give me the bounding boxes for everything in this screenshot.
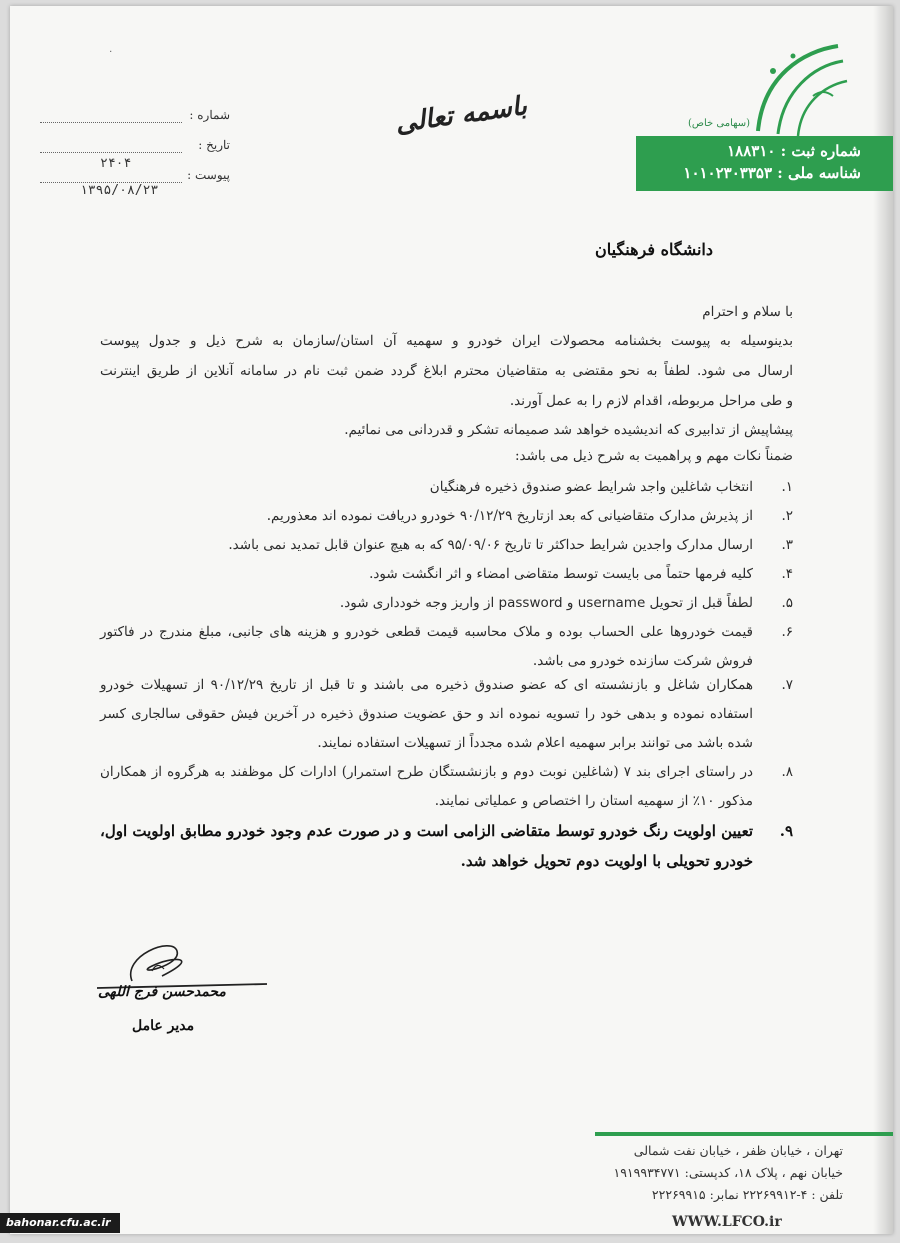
list-item: ۷. همکاران شاغل و بازنشسته ای که عضو صندوق ذخیره می باشند و تا قبل از تاریخ ۹۰/۱۲/۲۹ از تسهیلات خودرو استفاده نموده و بدهی خود را تسویه نموده اند و حق عضویت صندوق ذخیره در آخرین فیش حقوقی سالجاری کسر شده باشد می توانند برابر سهمیه اعلام شده مجدداً از تسهیلات استفاده نمایند.: [100, 677, 793, 751]
intro-line-3: و طی مراحل مربوطه، اقدام لازم را به عمل آورند.: [509, 393, 793, 409]
footer-website: WWW.LFCO.ir: [672, 1214, 782, 1230]
list-item: ۸. در راستای اجرای بند ۷ (شاغلین نوبت دوم و بازنشستگان طرح استمرار) ادارات کل موظفند به هرگروه از همکاران مذکور ۱۰٪ از سهمیه استان را اختصاص و عملیاتی نمایند.: [100, 764, 793, 809]
footer-address-1: تهران ، خیابان ظفر ، خیابان نفت شمالی: [633, 1143, 843, 1158]
list-item: ۳. ارسال مدارک واجدین شرایط حداکثر تا تاریخ ۹۵/۰۹/۰۶ که به هیچ عنوان قابل تمدید نمی باشد.: [228, 537, 793, 553]
meta-date: [40, 132, 230, 162]
intro-line-5: ضمناً نکات مهم و پراهمیت به شرح ذیل می باشد:: [514, 448, 793, 464]
date-value: ۱۳۹۵/۰۸/۲۳: [80, 183, 159, 198]
list-item: ۹. تعیین اولویت رنگ خودرو توسط متقاضی الزامی است و در صورت عدم وجود خودرو مطابق اولویت اول، خودرو تحویلی با اولویت دوم تحویل خواهد شد.: [100, 822, 793, 870]
intro-line-1: بدینوسیله به پیوست بخشنامه محصولات ایران خودرو و سهمیه آن استان/سازمان به شرح ذیل و جدول پیوست: [100, 333, 793, 349]
list-item: ۵. لطفاً قبل از تحویل username و password از واریز وجه خودداری شود.: [339, 595, 793, 611]
basmala: باسمه تعالی: [393, 90, 529, 140]
date-label: تاریخ :: [198, 138, 230, 152]
signature-mark: [92, 936, 272, 1016]
intro-line-2: ارسال می شود. لطفاً به نحو مقتضی به متقاضیان محترم ابلاغ گردد ضمن ثبت نام در سامانه آنلاین از طریق اینترنت: [100, 363, 793, 379]
list-item: ۶. قیمت خودروها علی الحساب بوده و ملاک محاسبه قیمت قطعی خودرو و هزینه های جانبی، مبلغ مندرج در فاکتور فروش شرکت سازنده خودرو می باشد.: [100, 624, 793, 669]
signatory-title: مدیر عامل: [132, 1018, 195, 1034]
greeting: با سلام و احترام: [702, 304, 793, 320]
footer-phone: تلفن : ۴-۲۲۲۶۹۹۱۲ نمابر: ۲۲۲۶۹۹۱۵: [651, 1187, 843, 1202]
list-item: ۴. کلیه فرمها حتماً می بایست توسط متقاضی امضاء و اثر انگشت شود.: [369, 566, 793, 582]
national-id: شناسه ملی : ۱۰۱۰۲۳۰۳۳۵۳: [683, 164, 861, 182]
username-term: username: [577, 595, 646, 611]
intro-line-4: پیشاپیش از تدابیری که اندیشیده خواهد شد صمیمانه تشکر و قدردانی می نمائیم.: [344, 422, 793, 438]
registration-box: [636, 136, 893, 191]
list-item: ۲. از پذیرش مدارک متقاضیانی که بعد ازتاریخ ۹۰/۱۲/۲۹ خودرو دریافت نموده اند معذوریم.: [266, 508, 793, 524]
page-mark: ۰: [108, 46, 114, 57]
logo-subtitle: (سهامی خاص): [688, 118, 751, 129]
registration-number: شماره ثبت : ۱۸۸۳۱۰: [727, 142, 861, 160]
letter-meta: [40, 102, 230, 192]
meta-number: [40, 102, 230, 132]
list-item: ۱. انتخاب شاغلین واجد شرایط عضو صندوق ذخیره فرهنگیان: [429, 479, 793, 495]
number-value: ۲۴۰۴: [100, 156, 132, 171]
password-term: password: [498, 595, 563, 611]
number-label: شماره :: [189, 108, 230, 122]
signatory-name: محمدحسن فرج اللهی: [98, 984, 226, 1000]
letter-page: [10, 6, 893, 1234]
attachment-label: پیوست :: [187, 168, 230, 182]
footer-address-2: خیابان نهم ، پلاک ۱۸، کدپستی: ۱۹۱۹۹۳۴۷۷۱: [613, 1165, 843, 1180]
company-logo: [743, 36, 853, 146]
recipient: دانشگاه فرهنگیان: [595, 240, 713, 259]
footer-divider: [595, 1132, 893, 1136]
watermark: bahonar.cfu.ac.ir: [0, 1213, 120, 1233]
